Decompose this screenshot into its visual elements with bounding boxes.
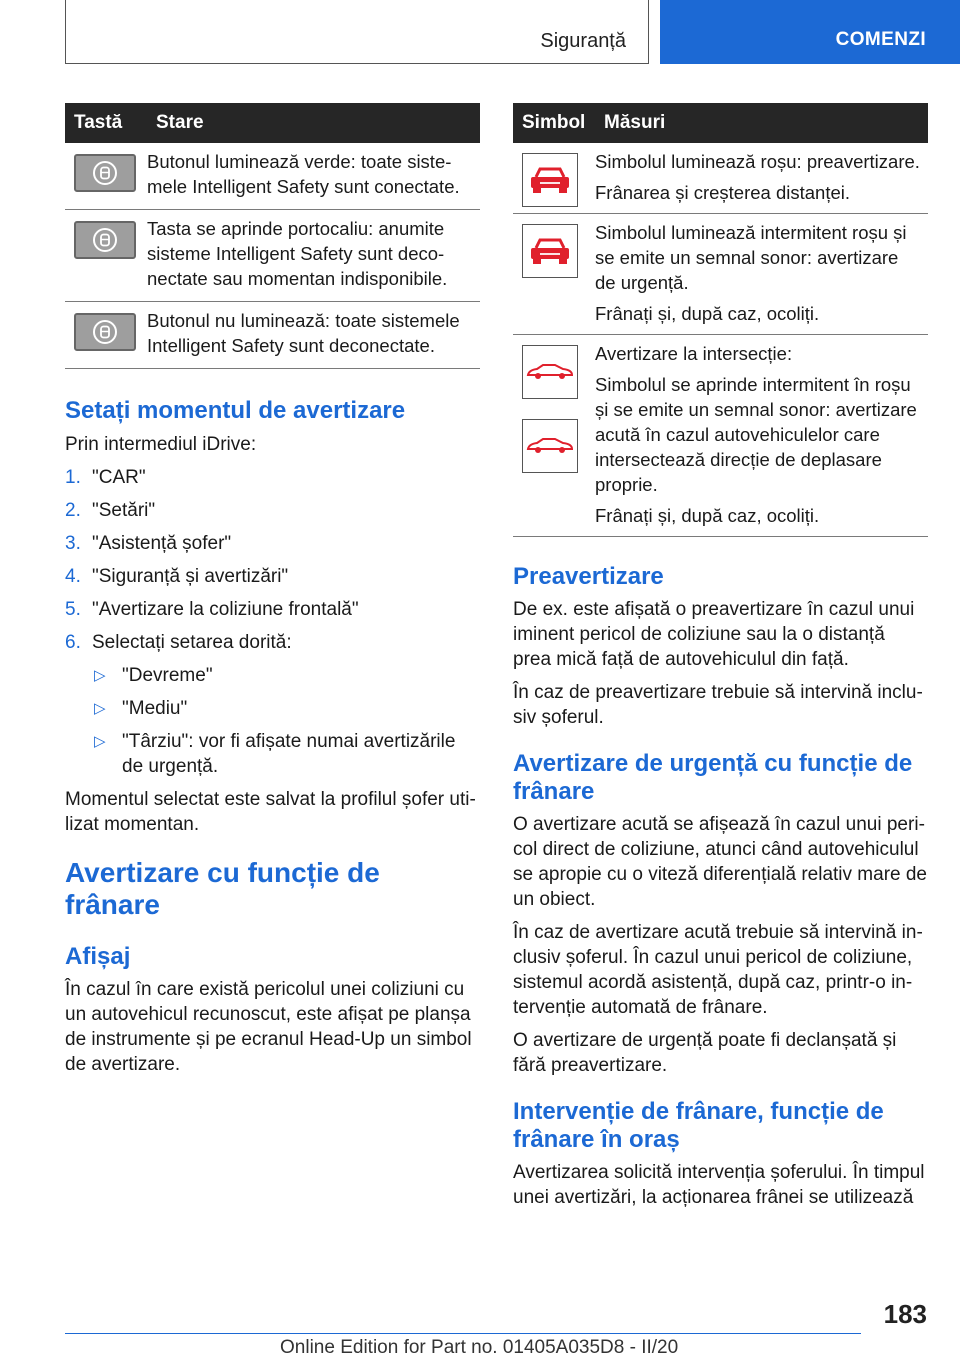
car-front-warning-icon — [522, 153, 578, 207]
section-heading-preavertizare: Preavertizare — [513, 563, 664, 590]
table-row — [513, 214, 928, 335]
section-heading-interventie: Intervenție de frânare, funcție de frânare în oraș — [513, 1098, 884, 1153]
triangle-bullet-icon: ▷ — [94, 667, 106, 684]
setati-steps-list — [65, 465, 480, 655]
step-text: "CAR" — [92, 467, 146, 488]
table-row — [65, 302, 480, 369]
intelligent-safety-button-icon — [74, 221, 136, 259]
column-header-measures: Măsuri — [595, 103, 928, 143]
step-text: "Asistență șofer" — [92, 533, 232, 554]
step-number: 3. — [65, 533, 81, 554]
table-row — [513, 143, 928, 214]
page-number: 183 — [883, 1299, 927, 1329]
column-header-key: Tastă — [65, 103, 147, 143]
table-cell-status: Tasta se aprinde portocaliu: anumite sisteme Intelligent Safety sunt deconectate sau momentan indisponibile. — [147, 210, 480, 302]
option-text: "Devreme" — [122, 665, 213, 686]
section-heading-setati: Setați momentul de avertizare — [65, 397, 406, 424]
section-heading-avertizare: Avertizare cu funcție de frânare — [65, 857, 380, 920]
step-text: "Avertizare la coliziune frontală" — [92, 599, 359, 620]
header-frame — [65, 0, 649, 64]
table-row — [65, 210, 480, 302]
step-number: 5. — [65, 599, 81, 620]
list-item — [65, 597, 480, 622]
list-item — [65, 564, 480, 589]
urgenta-p3: O avertizare de urgență poate fi declanșată și fără preavertizare. — [513, 1030, 897, 1076]
section-title: Siguranță — [540, 30, 626, 52]
step-number: 6. — [65, 632, 81, 653]
preavertizare-p2: În caz de preavertizare trebuie să intervină inclusiv șoferul. — [513, 682, 923, 728]
chapter-tab[interactable] — [660, 0, 960, 64]
table-cell-status: Butonul nu luminează: toate sistemele Intelligent Safety sunt deconectate. — [147, 302, 480, 369]
car-front-warning-icon — [522, 224, 578, 278]
afisaj-text: În cazul în care există pericolul unei coliziuni cu un autovehicul recunoscut, este afișat pe planșa de instrumente și pe ecranul Head-Up un simbol de avertizare. — [65, 979, 472, 1075]
setati-intro: Prin intermediul iDrive: — [65, 434, 257, 455]
measure-text: Simbolul se aprinde intermitent în roșu și se emite un semnal sonor: avertizare acută în cazul autovehiculelor care intersectează direcție de deplasare proprie. — [595, 374, 917, 495]
list-item — [65, 498, 480, 523]
intelligent-safety-button-icon — [74, 313, 136, 351]
option-text: "Târziu": vor fi afișate numai avertizările de urgență. — [122, 731, 456, 777]
subheading-afisaj: Afișaj — [65, 943, 131, 970]
intelligent-safety-button-icon — [74, 154, 136, 192]
setati-outro: Momentul selectat este salvat la profilul șofer utilizat momentan. — [65, 789, 476, 835]
triangle-bullet-icon: ▷ — [94, 700, 106, 717]
step-text: "Siguranță și avertizări" — [92, 566, 289, 587]
step-text: Selectați setarea dorită: — [92, 632, 292, 653]
list-item — [65, 465, 480, 490]
triangle-bullet-icon: ▷ — [94, 733, 106, 750]
table-header-row — [65, 103, 480, 143]
column-header-status: Stare — [147, 103, 480, 143]
button-status-table — [65, 103, 480, 369]
measure-text: Simbolul luminează roșu: preavertizare. — [595, 151, 920, 172]
table-cell-status: Butonul luminează verde: toate sistemele Intelligent Safety sunt conectate. — [147, 143, 480, 210]
step-number: 2. — [65, 500, 81, 521]
measure-text: Frânați și, după caz, ocoliți. — [595, 303, 820, 324]
setting-options-list — [65, 663, 480, 779]
list-item — [65, 531, 480, 556]
left-column — [65, 103, 480, 1077]
list-item — [65, 630, 480, 655]
list-item — [65, 696, 480, 721]
step-text: "Setări" — [92, 500, 156, 521]
urgenta-p2: În caz de avertizare acută trebuie să intervină inclusiv șoferul. În cazul unui pericol de coliziune, sistemul acordă asistență, după caz, printr-o intervenție automată de frânare. — [513, 922, 923, 1018]
right-column — [513, 103, 928, 1210]
section-heading-urgenta: Avertizare de urgență cu funcție de frânare — [513, 750, 913, 805]
preavertizare-p1: De ex. este afișată o preavertizare în cazul unui iminent pericol de coliziune sau la o distanță prea mică față de autovehiculul din față. — [513, 599, 915, 670]
step-number: 1. — [65, 467, 81, 488]
column-header-symbol: Simbol — [513, 103, 595, 143]
list-item — [65, 663, 480, 688]
table-header-row — [513, 103, 928, 143]
edition-text: Online Edition for Part no. 01405A035D8 - II/20 — [280, 1337, 679, 1358]
footer-divider — [65, 1333, 861, 1334]
measure-text: Frânați și, după caz, ocoliți. — [595, 505, 820, 526]
list-item — [65, 729, 480, 779]
measure-text: Frânarea și creșterea distanței. — [595, 182, 851, 203]
car-side-warning-icon — [522, 345, 578, 399]
car-side-warning-icon — [522, 419, 578, 473]
option-text: "Mediu" — [122, 698, 188, 719]
table-row — [65, 143, 480, 210]
urgenta-p1: O avertizare acută se afișează în cazul unui pericol direct de coliziune, atunci când autovehiculul se apropie cu o viteză diferențială relativ mare de un obiect. — [513, 814, 928, 910]
table-row — [513, 335, 928, 537]
measure-text: Simbolul luminează intermitent roșu și se emite un semnal sonor: avertizare de urgență. — [595, 222, 907, 293]
interventie-p1: Avertizarea solicită intervenția șoferului. În timpul unei avertizări, la acționarea frânei se utilizează — [513, 1162, 925, 1208]
chapter-tab-label: COMENZI — [835, 29, 926, 50]
measure-text: Avertizare la intersecție: — [595, 343, 793, 364]
symbol-measures-table — [513, 103, 928, 537]
step-number: 4. — [65, 566, 81, 587]
